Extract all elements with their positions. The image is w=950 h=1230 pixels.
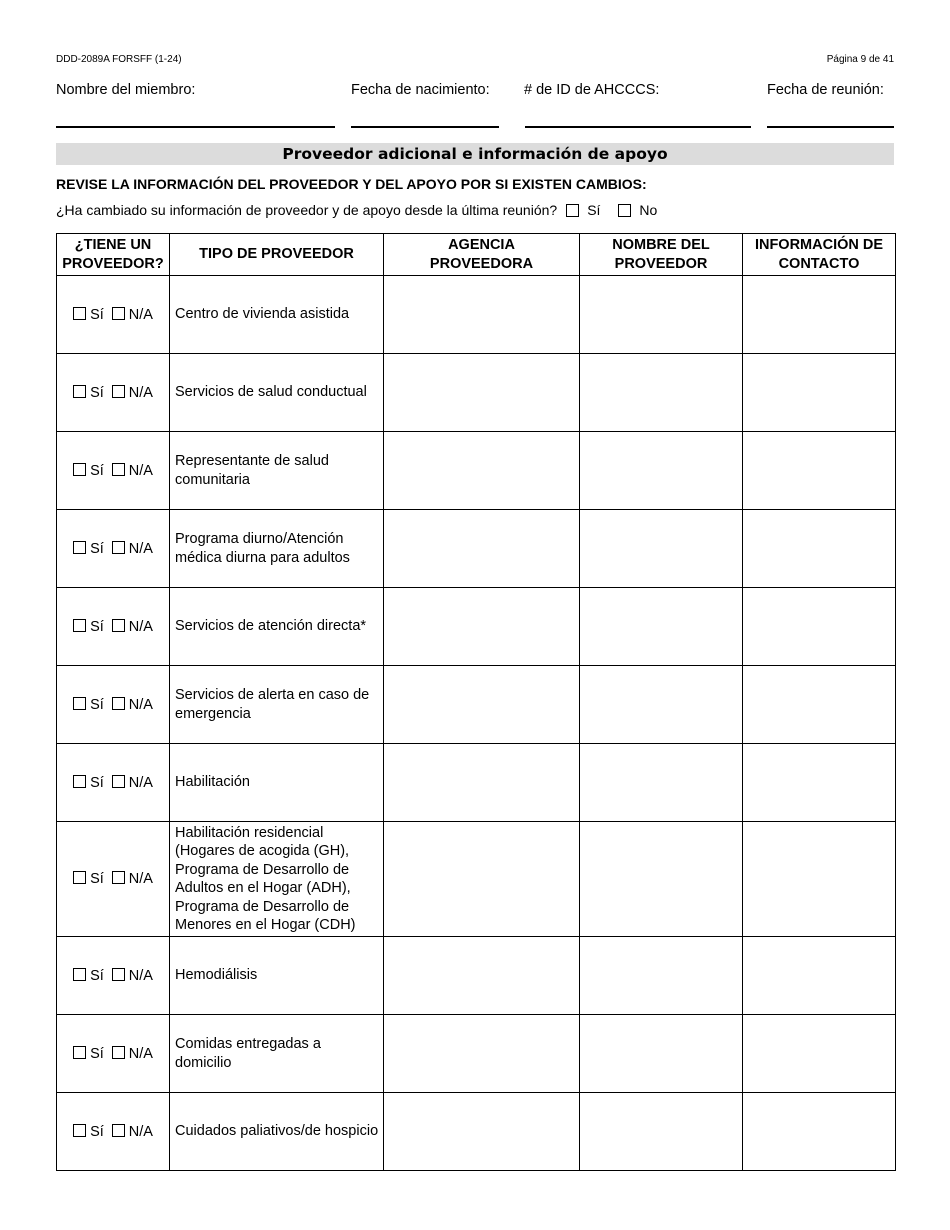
yes-checkbox[interactable] [73, 463, 86, 476]
yes-label: Sí [90, 618, 104, 635]
table-row [57, 1093, 896, 1171]
contact-cell[interactable] [743, 744, 896, 822]
yes-checkbox[interactable] [73, 307, 86, 320]
contact-cell[interactable] [743, 588, 896, 666]
agency-cell[interactable] [384, 666, 580, 744]
agency-cell[interactable] [384, 276, 580, 354]
na-label: N/A [128, 1123, 153, 1140]
change-no-label: No [639, 202, 658, 218]
na-checkbox[interactable] [112, 1046, 125, 1059]
provider-type-cell: Servicios de alerta en caso de emergencia [170, 666, 384, 744]
agency-cell[interactable] [384, 1015, 580, 1093]
na-label: N/A [128, 462, 153, 479]
na-checkbox[interactable] [112, 871, 125, 884]
yes-checkbox[interactable] [73, 968, 86, 981]
na-label: N/A [128, 871, 153, 887]
na-label: N/A [128, 306, 153, 323]
na-checkbox[interactable] [112, 385, 125, 398]
agency-cell[interactable] [384, 1093, 580, 1171]
yes-checkbox[interactable] [73, 697, 86, 710]
na-label: N/A [128, 618, 153, 635]
na-checkbox[interactable] [112, 1124, 125, 1137]
agency-cell[interactable] [384, 432, 580, 510]
yes-label: Sí [90, 696, 104, 713]
provider-name-cell[interactable] [580, 822, 743, 937]
table-row [57, 937, 896, 1015]
has-provider-cell [57, 354, 170, 432]
member-name-label: Nombre del miembro: [56, 82, 196, 98]
contact-cell[interactable] [743, 510, 896, 588]
change-yes-checkbox[interactable] [566, 204, 579, 217]
contact-cell[interactable] [743, 937, 896, 1015]
yes-label: Sí [90, 967, 104, 984]
provider-name-cell[interactable] [580, 1015, 743, 1093]
provider-type-cell: Habilitación [170, 744, 384, 822]
table-header-row [57, 234, 896, 276]
provider-type-cell: Centro de vivienda asistida [170, 276, 384, 354]
has-provider-cell [57, 510, 170, 588]
yes-label: Sí [90, 871, 104, 887]
birth-date-label: Fecha de nacimiento: [351, 82, 490, 98]
member-name-field[interactable] [56, 126, 335, 128]
yes-label: Sí [90, 306, 104, 323]
yes-checkbox[interactable] [73, 385, 86, 398]
provider-name-cell[interactable] [580, 276, 743, 354]
page-number: Página 9 de 41 [826, 54, 894, 65]
change-no-checkbox[interactable] [618, 204, 631, 217]
contact-cell[interactable] [743, 432, 896, 510]
na-label: N/A [128, 774, 153, 791]
table-row [57, 510, 896, 588]
agency-cell[interactable] [384, 510, 580, 588]
na-checkbox[interactable] [112, 775, 125, 788]
has-provider-cell [57, 276, 170, 354]
has-provider-cell [57, 1015, 170, 1093]
yes-label: Sí [90, 540, 104, 557]
na-label: N/A [128, 967, 153, 984]
table-row [57, 822, 896, 937]
yes-checkbox[interactable] [73, 619, 86, 632]
has-provider-cell [57, 822, 170, 937]
has-provider-cell [57, 744, 170, 822]
provider-name-cell[interactable] [580, 510, 743, 588]
na-label: N/A [128, 540, 153, 557]
provider-name-cell[interactable] [580, 588, 743, 666]
provider-name-cell[interactable] [580, 744, 743, 822]
table-row [57, 354, 896, 432]
agency-cell[interactable] [384, 937, 580, 1015]
header-provider-name: NOMBRE DEL PROVEEDOR [580, 234, 743, 276]
has-provider-cell [57, 432, 170, 510]
contact-cell[interactable] [743, 1015, 896, 1093]
table-row [57, 1015, 896, 1093]
contact-cell[interactable] [743, 822, 896, 937]
yes-label: Sí [90, 1045, 104, 1062]
contact-cell[interactable] [743, 666, 896, 744]
provider-name-cell[interactable] [580, 432, 743, 510]
has-provider-cell [57, 666, 170, 744]
meeting-date-field[interactable] [767, 126, 894, 128]
table-row [57, 744, 896, 822]
provider-name-cell[interactable] [580, 937, 743, 1015]
section-title: Proveedor adicional e información de apoyo [56, 143, 894, 165]
form-code: DDD-2089A FORSFF (1-24) [56, 54, 182, 65]
yes-checkbox[interactable] [73, 541, 86, 554]
provider-table [56, 233, 896, 1171]
table-row [57, 666, 896, 744]
provider-type-cell: Cuidados paliativos/de hospicio [170, 1093, 384, 1171]
na-label: N/A [128, 696, 153, 713]
table-row [57, 432, 896, 510]
na-checkbox[interactable] [112, 307, 125, 320]
has-provider-cell [57, 1093, 170, 1171]
birth-date-field[interactable] [351, 126, 499, 128]
has-provider-cell [57, 588, 170, 666]
yes-checkbox[interactable] [73, 871, 86, 884]
na-checkbox[interactable] [112, 968, 125, 981]
table-row [57, 588, 896, 666]
na-checkbox[interactable] [112, 463, 125, 476]
yes-label: Sí [90, 462, 104, 479]
contact-cell[interactable] [743, 354, 896, 432]
provider-type-cell: Habilitación residencial (Hogares de acogida (GH), Programa de Desarrollo de Adultos en el Hogar (ADH), Programa de Desarrollo de Menores en el Hogar (CDH) [170, 822, 384, 937]
header-contact: INFORMACIÓN DE CONTACTO [743, 234, 896, 276]
ahcccs-id-label: # de ID de AHCCCS: [524, 82, 660, 98]
contact-cell[interactable] [743, 276, 896, 354]
provider-type-cell: Servicios de salud conductual [170, 354, 384, 432]
agency-cell[interactable] [384, 354, 580, 432]
na-checkbox[interactable] [112, 697, 125, 710]
yes-label: Sí [90, 384, 104, 401]
na-label: N/A [128, 1045, 153, 1062]
yes-checkbox[interactable] [73, 1046, 86, 1059]
header-provider-type: TIPO DE PROVEEDOR [170, 234, 384, 276]
change-question-text: ¿Ha cambiado su información de proveedor y de apoyo desde la última reunión? [56, 202, 558, 218]
change-yes-label: Sí [587, 202, 601, 218]
yes-label: Sí [90, 774, 104, 791]
agency-cell[interactable] [384, 744, 580, 822]
yes-checkbox[interactable] [73, 1124, 86, 1137]
has-provider-cell [57, 937, 170, 1015]
yes-checkbox[interactable] [73, 775, 86, 788]
provider-name-cell[interactable] [580, 354, 743, 432]
header-agency: AGENCIA PROVEEDORA [384, 234, 580, 276]
na-label: N/A [128, 384, 153, 401]
yes-label: Sí [90, 1123, 104, 1140]
provider-type-cell: Servicios de atención directa* [170, 588, 384, 666]
ahcccs-id-field[interactable] [525, 126, 751, 128]
provider-type-cell: Representante de salud comunitaria [170, 432, 384, 510]
provider-name-cell[interactable] [580, 666, 743, 744]
provider-type-cell: Hemodiálisis [170, 937, 384, 1015]
provider-type-cell: Programa diurno/Atención médica diurna para adultos [170, 510, 384, 588]
na-checkbox[interactable] [112, 619, 125, 632]
contact-cell[interactable] [743, 1093, 896, 1171]
meeting-date-label: Fecha de reunión: [767, 82, 884, 98]
table-row [57, 276, 896, 354]
agency-cell[interactable] [384, 822, 580, 937]
na-checkbox[interactable] [112, 541, 125, 554]
agency-cell[interactable] [384, 588, 580, 666]
provider-name-cell[interactable] [580, 1093, 743, 1171]
section-instruction: REVISE LA INFORMACIÓN DEL PROVEEDOR Y DEL APOYO POR SI EXISTEN CAMBIOS: [56, 176, 647, 192]
change-question [56, 202, 665, 218]
provider-type-cell: Comidas entregadas a domicilio [170, 1015, 384, 1093]
header-has-provider: ¿TIENE UN PROVEEDOR? [57, 234, 170, 276]
